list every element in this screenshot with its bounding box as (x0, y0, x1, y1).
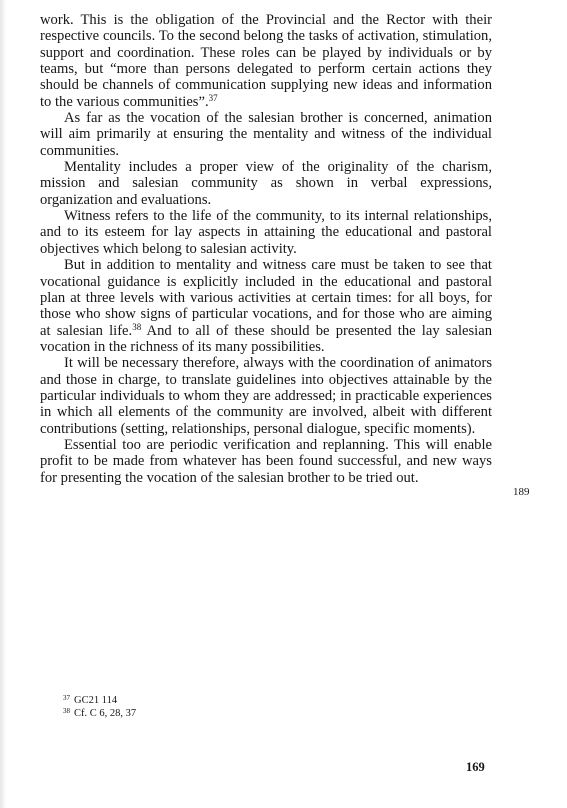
footnote-ref-38: 38 (132, 321, 142, 332)
page-number: 169 (466, 760, 485, 774)
paragraph-3: Mentality includes a proper view of the originality of the charism, mission and salesian community as shown in verbal expressions, organization and evaluations. (40, 159, 492, 208)
paragraph-1: work. This is the obligation of the Provincial and the Rector with their respective councils. To the second belong the tasks of activation, stimulation, support and coordination. These roles can be played by individuals or by teams, but “more than persons delegated to perform certain actions they should be channels of communication supplying new ideas and information to the various communities”.$^{37}$ (40, 12, 492, 110)
body-text (40, 12, 492, 486)
paragraph-2: As far as the vocation of the salesian brother is concerned, animation will aim primarily at ensuring the mentality and witness of the individual communities. (40, 110, 492, 159)
margin-reference-number: 189 (513, 486, 530, 498)
footnote-37 (63, 694, 136, 707)
footnote-38 (63, 707, 136, 720)
footnote-number: 38 (63, 707, 70, 715)
footnote-text: GC21 114 (74, 695, 118, 706)
paragraph-5: But in addition to mentality and witness care must be taken to see that vocational guidance is explicitly included in the educational and pastoral plan at three levels with various activities at certain times: for all boys, for those who show signs of particular vocations, and for those who are aiming at salesian life.$^{38}$ And to all of these should be presented the lay salesian vocation in the richness of its many possibilities. (40, 257, 492, 355)
footnote-number: 37 (63, 694, 70, 702)
page-edge-shadow (0, 0, 6, 808)
paragraph-6: It will be necessary therefore, always with the coordination of animators and those in charge, to translate guidelines into objectives attainable by the particular individuals to whom they are addressed; in practicable experiences in which all elements of the community are involved, albeit with different contributions (setting, relationships, personal dialogue, specific moments). (40, 355, 492, 437)
footnotes (63, 694, 136, 720)
footnote-text: Cf. C 6, 28, 37 (74, 708, 137, 719)
paragraph-7: Essential too are periodic verification and replanning. This will enable profit to be made from whatever has been found successful, and new ways for presenting the vocation of the salesian brother to be tried out. (40, 436, 492, 486)
footnote-ref-37: 37 (208, 92, 218, 103)
paragraph-4: Witness refers to the life of the community, to its internal relationships, and to its esteem for lay aspects in attaining the educational and pastoral objectives which belong to salesian activity. (40, 208, 492, 257)
